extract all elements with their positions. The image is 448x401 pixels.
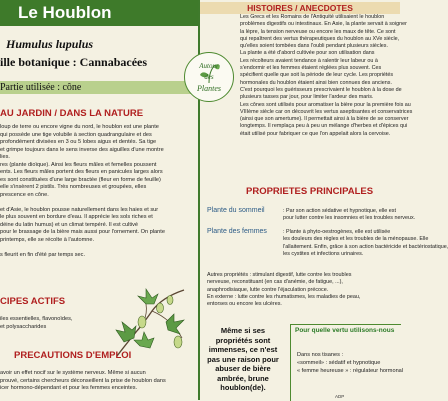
sleep-text-line: pour lutter contre les insomnies et les troubles nerveux. [283, 215, 416, 222]
garden-text-line: s fleurit en fin d'été par temps sec. [0, 251, 86, 258]
history-text-line: était utilisé pour fabriquer ce que l'on appelait alors la cervoise. [240, 130, 391, 137]
section-properties-heading: PROPRIETES PRINCIPALES [246, 186, 374, 197]
history-text [240, 14, 413, 138]
part-used-text: Partie utilisée : cône [0, 82, 82, 93]
page-title: Le Houblon [18, 3, 112, 22]
precautions-text [0, 370, 196, 393]
left-column [0, 0, 198, 400]
history-text-line: La plante a été d'abord cultivée pour son utilisation dans [240, 50, 375, 57]
active-text-line: iles essentielles, flavonoïdes, [0, 316, 73, 322]
history-heading-bar [200, 2, 400, 14]
sleep-text-line: : Par son action sédative et hypnotique, elle est [283, 208, 396, 214]
women-text-line: : Plante à phyto-oestrogènes, elle est utilisée [283, 229, 391, 235]
garden-text-line: déine du latin humus) et un climat tempéré. Il est cultivé [0, 221, 139, 228]
usage-box-line: «sommeil» : sédatif et hypnotique [297, 360, 381, 366]
logo-line-2: des [204, 73, 214, 81]
hop-plant-illustration [112, 286, 190, 358]
history-text-line: plusieurs tasses par jour, pour limiter l'ardeur des maris. [240, 94, 374, 101]
section-history-heading: HISTOIRES / ANECDOTES [247, 3, 353, 13]
usage-box [290, 324, 404, 401]
women-text-line: les douleurs des règles et les troubles de la ménopause. Elle [283, 236, 429, 243]
history-text-line: problèmes digestifs ou intestinaux. En Asie, la plante servait à soigner [240, 21, 407, 28]
history-text-line: qui repaîtrent des vertus thérapeutiques du houblon au XVe siècle, [240, 35, 400, 42]
women-text-line: l'allaitement. Enfin, grâce à son action bactéricide et bactériostatique, [283, 243, 448, 250]
other-properties-text [207, 272, 399, 308]
logo-line-3: Plantes [197, 84, 221, 93]
logo-line-1: Autour [199, 62, 219, 70]
garden-text-line: elle s'insèrent 2 pistils. Très nombreuses et groupées, elles [0, 184, 147, 190]
garden-text-line: es sont constituées d'une large bractée (fleur en forme de feuille) [0, 176, 161, 183]
garden-text-line: et d'Asie, le houblon pousse naturellement dans les haies et sur [0, 206, 159, 213]
garden-text-line: loup de terre ou encore vigne du nord, le houblon est une plante [0, 124, 159, 130]
latin-name: Humulus lupulus [6, 37, 94, 51]
precautions-text-line: icer hormono-dépendant et pour les femmes enceintes. [0, 385, 138, 391]
usage-box-lines [297, 351, 404, 375]
section-precautions-heading: PRECAUTIONS D'EMPLOI [14, 350, 132, 361]
garden-text-line [0, 199, 196, 207]
other-properties-text-line: entorses ou encore les ulcères. [207, 301, 282, 308]
garden-text-line: le plus souvent en bordure d'eau. Il apprécie les sols riches et [0, 214, 153, 220]
women-text-line: les cystites et infections urinaires. [283, 250, 364, 257]
garden-text-line: profondément divisées en 3 ou 5 lobes aigus et dentés. Sa tige [0, 139, 157, 145]
precautions-text-line: avoir un effet nocif sur le système nerveux. Même si aucun [0, 370, 146, 376]
usage-box-title: Pour quelle vertu utilisons-nous [295, 327, 395, 334]
plant-sleep-label: Plante du sommeil [207, 207, 265, 214]
history-text-line: hormonales du houblon étaient ainsi bien connues des anciens. [240, 79, 392, 86]
garden-text-line [0, 244, 196, 252]
logo-autour-des-plantes [184, 52, 234, 102]
history-text-line: C'est pourquoi les guérisseurs prescrivaient le houblon à la dose de [240, 86, 402, 93]
quote-text: Même si ses propriétés sont immenses, ce n'est pas une raison pour abuser de bière ambrée, brune houblon(de). [207, 326, 279, 392]
plant-women-label: Plante des femmes [207, 228, 267, 235]
garden-text [0, 124, 196, 259]
part-used-bar [0, 81, 198, 94]
botanical-family: ille botanique : Cannabacées [0, 55, 148, 69]
history-text-line: la lèpre, la tension nerveuse ou encore les maux de tête. Ce sont [240, 28, 396, 35]
usage-box-line: Dans nos tisanes : [297, 352, 344, 358]
usage-box-line: « femme heureuse » : régulateur hormonal [297, 368, 404, 374]
sleep-text [283, 208, 416, 223]
garden-text-line: qui possède une tige volubile à section quadrangulaire et des [0, 131, 152, 138]
garden-text-line: printemps, elle se récolte à l'automne. [0, 236, 95, 243]
history-text-line: Les cônes sont utilisés pour aromatiser la bière pour la première fois au [240, 101, 411, 108]
garden-text-line: lies. [0, 154, 10, 160]
history-text-line: spécifient quelle que soit la période de leur cycle. Les propriétés [240, 72, 394, 79]
history-text-line: longtemps. Il remplaça peu à peu un mélange d'herbes et d'épices qui [240, 123, 408, 130]
history-text-line: (ainsi que son amertume). Il permettait ainsi à la bière de se conserver [240, 116, 409, 123]
section-garden-heading: AU JARDIN / DANS LA NATURE [0, 108, 144, 119]
page-label: ADP [335, 394, 345, 399]
garden-text-line: prescence en cône. [0, 191, 49, 198]
women-text [283, 229, 448, 258]
garden-text-line: ents. Les fleurs mâles portent des fleurs en panicules larges alors [0, 169, 163, 175]
garden-text-line: res (plante dioïque). Ainsi les fleurs mâles et femelles poussent [0, 161, 157, 168]
other-properties-text-line: nerveuse, reconstituant (en cas d'anémie, de fatigue, ...), [207, 279, 343, 286]
other-properties-text-line: anaphrodisiaque, lutte contre l'éjaculation précoce. [207, 286, 329, 293]
history-text-line: VIIIème siècle car on découvrit les vertus aseptisantes et conservatrices [240, 108, 413, 115]
active-text [0, 316, 110, 331]
active-text-line: et polysaccharides [0, 323, 47, 330]
section-active-heading: CIPES ACTIFS [0, 296, 66, 307]
garden-text-line: et grimpe toujours dans le sens inverse des aiguilles d'une montre [0, 146, 164, 153]
other-properties-text-line: Autres propriétés : stimulant digestif, lutte contre les troubles [207, 272, 352, 278]
other-properties-text-line: En externe : lutte contre les rhumatismes, les maladies de peau, [207, 293, 361, 300]
garden-text-line: pour le brassage de la bière mais aussi pour l'ornement. On plante [0, 229, 165, 235]
history-text-line: s'endormir et les femmes étaient réglées plus souvent. Ces [240, 65, 382, 72]
history-text-line: qu'elles soient tombées dans l'oubli pendant plusieurs siècles. [240, 43, 388, 50]
precautions-text-line: prouvé, certains chercheurs déconseillent la prise de houblon dans [0, 377, 166, 384]
history-text-line: Les Grecs et les Romains de l'Antiquité utilisaient le houblon [240, 14, 385, 20]
title-bar [0, 0, 198, 26]
history-text-line: Les récolteurs avaient tendance à ralentir leur labeur ou à [240, 57, 378, 64]
